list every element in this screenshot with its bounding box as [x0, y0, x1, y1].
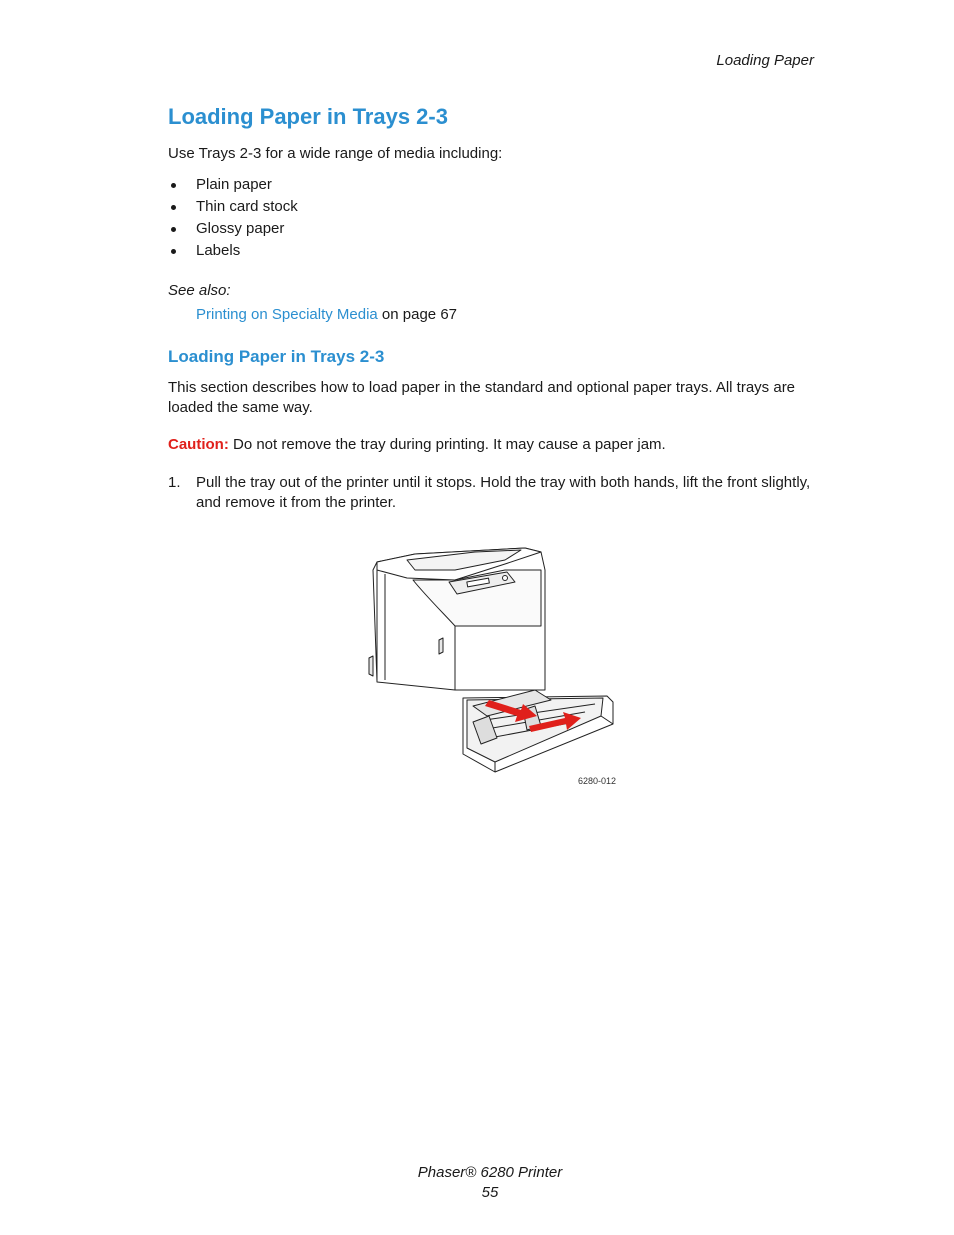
list-item: Plain paper	[168, 174, 298, 196]
list-item: Glossy paper	[168, 218, 298, 240]
footer-product: Phaser® 6280 Printer	[417, 1164, 563, 1181]
printer-tray-illustration	[355, 540, 625, 790]
page-number: 55	[481, 1184, 499, 1201]
figure-caption: 6280-012	[578, 776, 617, 786]
caution-label: Caution:	[168, 436, 229, 453]
running-header: Loading Paper	[716, 52, 814, 69]
caution-note	[168, 435, 666, 455]
specialty-media-link[interactable]: Printing on Specialty Media	[196, 306, 378, 323]
media-list	[168, 174, 298, 262]
see-also-reference	[196, 305, 457, 325]
subsection-title: Loading Paper in Trays 2-3	[168, 347, 385, 366]
see-also-label: See also:	[168, 282, 231, 299]
list-item: Thin card stock	[168, 196, 298, 218]
list-item: Labels	[168, 240, 298, 262]
intro-text: Use Trays 2-3 for a wide range of media including:	[168, 145, 503, 162]
step-number: 1.	[168, 474, 181, 491]
page-title: Loading Paper in Trays 2-3	[168, 104, 448, 129]
section-description: This section describes how to load paper in the standard and optional paper trays. All trays are loaded the same way.	[168, 379, 796, 416]
caution-text: Do not remove the tray during printing. It may cause a paper jam.	[228, 436, 666, 453]
step-text: Pull the tray out of the printer until it stops. Hold the tray with both hands, lift the front slightly, and remove it from the printer.	[196, 474, 811, 511]
page-reference: on page 67	[377, 306, 458, 323]
